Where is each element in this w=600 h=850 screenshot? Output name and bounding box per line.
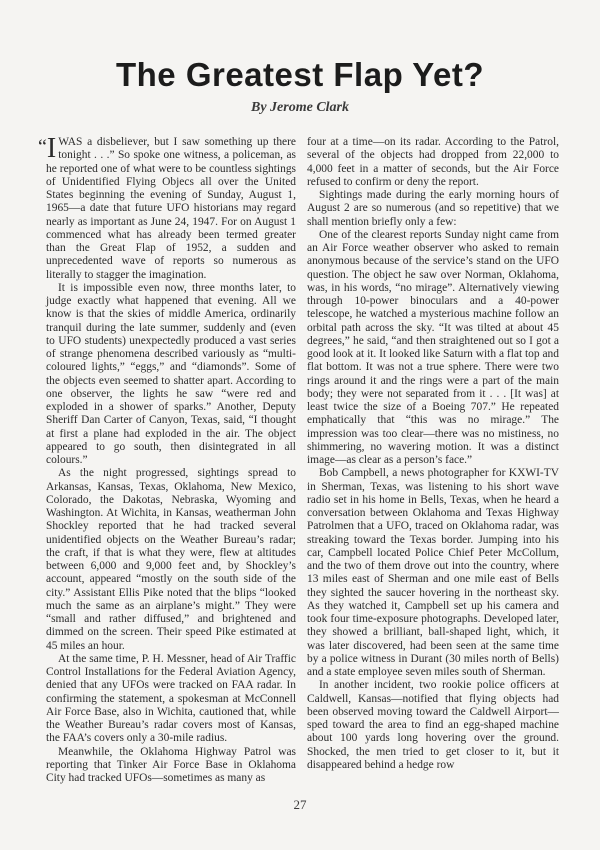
drop-cap-letter: I	[46, 133, 57, 164]
drop-cap-quote: “	[38, 136, 47, 158]
left-column	[38, 133, 296, 785]
paragraph-4: At the same time, P. H. Messner, head of Air Traffic Control Installations for the Federal Aviation Agency, denied that any UFOs were tracked on FAA radar. In confirming the statement, a spokesman at McConnell Air Force Base, also in Wichita, cautioned that, while the Weather Bureau’s radar covers most of Kansas, the FAA’s covers only a 30-mile radius.	[46, 652, 296, 745]
paragraph-8: One of the clearest reports Sunday night came from an Air Force weather observer who asked to remain anonymous because of the service’s stand on the UFO question. The object he saw over Norman, Oklahoma, was, in his words, “no mirage”. Alternatively viewing through 10-power binoculars and a 40-power telescope, he watched a mysterious machine follow an orbital path across the sky. “It was tilted at about 45 degrees,” he said, “and then straightened out so I got a good look at it. It looked like Saturn with a flat top and flat bottom. It was not a true sphere. There were two rings around it and the rings were a part of the main body; they were not separated from it . . . [It was] at least twice the size of a Boeing 707.” He repeated emphatically that “this was no mirage.” The impression was too clear—there was no mistiness, no shimmering, no wavering motion. It was a distinct image—as clear as a person’s face.”	[307, 228, 559, 466]
right-column	[307, 136, 559, 772]
paragraph-5: Meanwhile, the Oklahoma Highway Patrol was reporting that Tinker Air Force Base in Oklahoma City had tracked UFOs—sometimes as many as	[46, 745, 296, 784]
paragraph-9: Bob Campbell, a news photographer for KXWI-TV in Sherman, Texas, was listening to his short wave radio set in his home in Bells, Texas, when he heard a conversation between Oklahoma and Texas Highway Patrolmen that a UFO, traced on Oklahoma radar, was streaking toward the Texas border. Jumping into his car, Campbell located Police Chief Peter McCollum, and the two of them drove out into the country, where 13 miles east of Sherman and one mile east of Bells they sighted the saucer hovering in the northeast sky. As they watched it, Campbell set up his camera and took four time-exposure photographs. Developed later, they showed a brilliant, ball-shaped light, which, it was later discovered, had been seen at the same time by a police witness in Durant (30 miles north of Bells) and a state employee seven miles south of Sherman.	[307, 467, 559, 678]
drop-cap	[38, 133, 57, 164]
page-number: 27	[293, 797, 307, 812]
article-byline: By Jerome Clark	[251, 100, 349, 115]
paragraph-10: In another incident, two rookie police officers at Caldwell, Kansas—notified that flying objects had been observed moving toward the Caldwell Airport—sped toward the area to find an egg-shaped machine about 100 yards long hovering over the ground. Shocked, the men tried to get closer to it, but it disappeared behind a hedge row	[307, 679, 559, 771]
article-title: The Greatest Flap Yet?	[115, 56, 484, 93]
paragraph-3: As the night progressed, sightings spread to Arkansas, Kansas, Texas, Oklahoma, New Mexico, Colorado, the Dakotas, Nebraska, Wyoming and Washington. At Wichita, in Kansas, weatherman John Shockley reported that he had tracked several unidentified objects on the Weather Bureau’s radar; the craft, if that is what they were, flew at altitudes between 6,000 and 9,000 feet and, by Shockley’s account, appeared “mostly on the south side of the city.” Assistant Ellis Pike noted that the blips “looked much the same as an airplane’s might.” They were “small and rather diffused,” and brightened and dimmed on the screen. Their speed Pike estimated at 45 miles an hour.	[46, 467, 296, 652]
paragraph-2: It is impossible even now, three months later, to judge exactly what happened that evening. All we know is that the skies of middle America, ordinarily tranquil during the late summer, suddenly and (even to UFO students) unexpectedly produced a vast series of strange phenomena described variously as “multi-coloured lights,” “eggs,” and “diamonds”. Some of the objects even seemed to shatter apart. According to one observer, the lights he saw “were red and exploded in a shower of sparks.” Another, Deputy Sheriff Dan Carter of Canyon, Texas, said, “I thought at first a plane had exploded in the air. The object appeared to go south, then disintegrated in all colours.”	[46, 281, 296, 466]
paragraph-1	[38, 133, 296, 282]
paragraph-6: four at a time—on its radar. According to the Patrol, several of the objects had dropped from 22,000 to 4,000 feet in a matter of seconds, but the Air Force refused to confirm or deny the report.	[307, 136, 559, 188]
paragraph-7: Sightings made during the early morning hours of August 2 are so numerous (and so repetitive) that we shall mention briefly only a few:	[307, 189, 559, 228]
paragraph-text: WAS a disbeliever, but I saw something up there tonight . . .” So spoke one witness, a policeman, as he reported one of what were to be countless sightings of Unidentified Flying Objecs all over the United States beginning the evening of Sunday, August 1, 1965—a date that future UFO historians may regard nearly as important as June 24, 1947. For on August 1 commenced what has already been termed greater than the Great Flap of 1952, a sudden and unprecedented wave of reports so numerous as literally to stagger the imagination.	[46, 136, 296, 281]
